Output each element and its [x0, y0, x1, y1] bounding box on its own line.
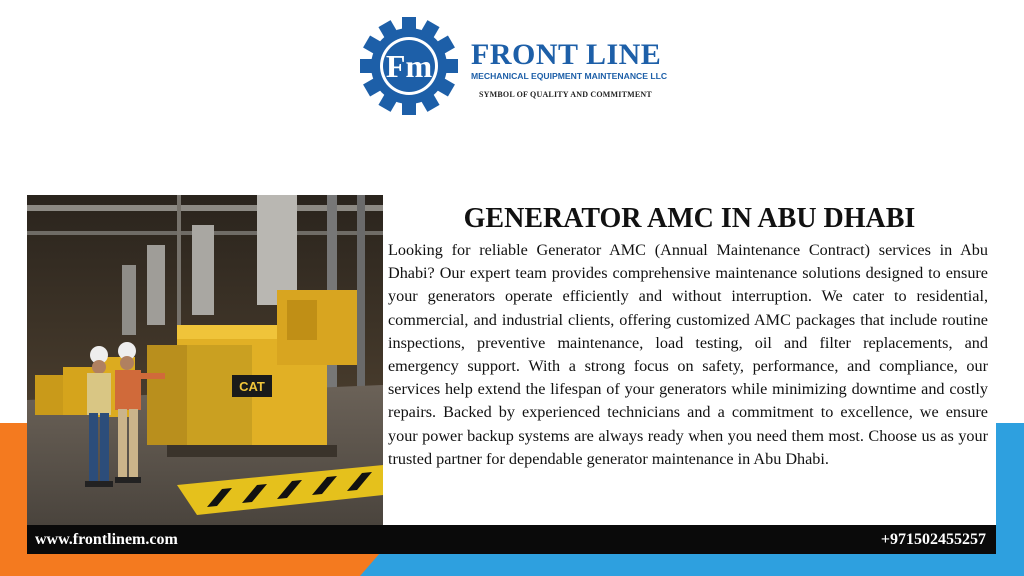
website-link[interactable]: www.frontlinem.com — [35, 531, 178, 548]
gear-logo-icon — [358, 16, 460, 116]
bottom-accent-band — [0, 553, 1024, 576]
content-panel — [383, 195, 996, 525]
brand-subtitle: MECHANICAL EQUIPMENT MAINTENANCE LLC — [471, 71, 668, 81]
footer-bar — [27, 525, 996, 554]
brand-name: FRONT LINE — [471, 38, 662, 71]
description-paragraph: Looking for reliable Generator AMC (Annual Maintenance Contract) services in Abu Dhabi? Our expert team provides comprehensive maintenance solutions designed to ensure your generators operate efficiently and without interruption. We cater to residential, commercial, and industrial clients, offering customized AMC packages that include routine inspections, preventive maintenance, load testing, oil and filter replacements, and emergency support. With a strong focus on safety, performance, and compliance, our services help extend the lifespan of your generators while minimizing downtime and costly repairs. Backed by experienced technicians and a commitment to excellence, we ensure your power backup systems are always ready when you need them most. Choose us as your trusted partner for dependable generator maintenance in Abu Dhabi. — [388, 241, 988, 468]
engine-badge: CAT — [239, 379, 265, 394]
company-logo[interactable] — [358, 16, 678, 116]
page-title: GENERATOR AMC IN ABU DHABI — [463, 203, 916, 234]
logo-letters: Fm — [385, 48, 433, 84]
phone-number[interactable]: +971502455257 — [880, 531, 986, 548]
generator-room-photo — [27, 195, 383, 525]
brand-block — [471, 40, 667, 82]
generator-room-illustration — [27, 195, 383, 525]
brand-tagline: SYMBOL OF QUALITY AND COMMITMENT — [479, 90, 652, 99]
